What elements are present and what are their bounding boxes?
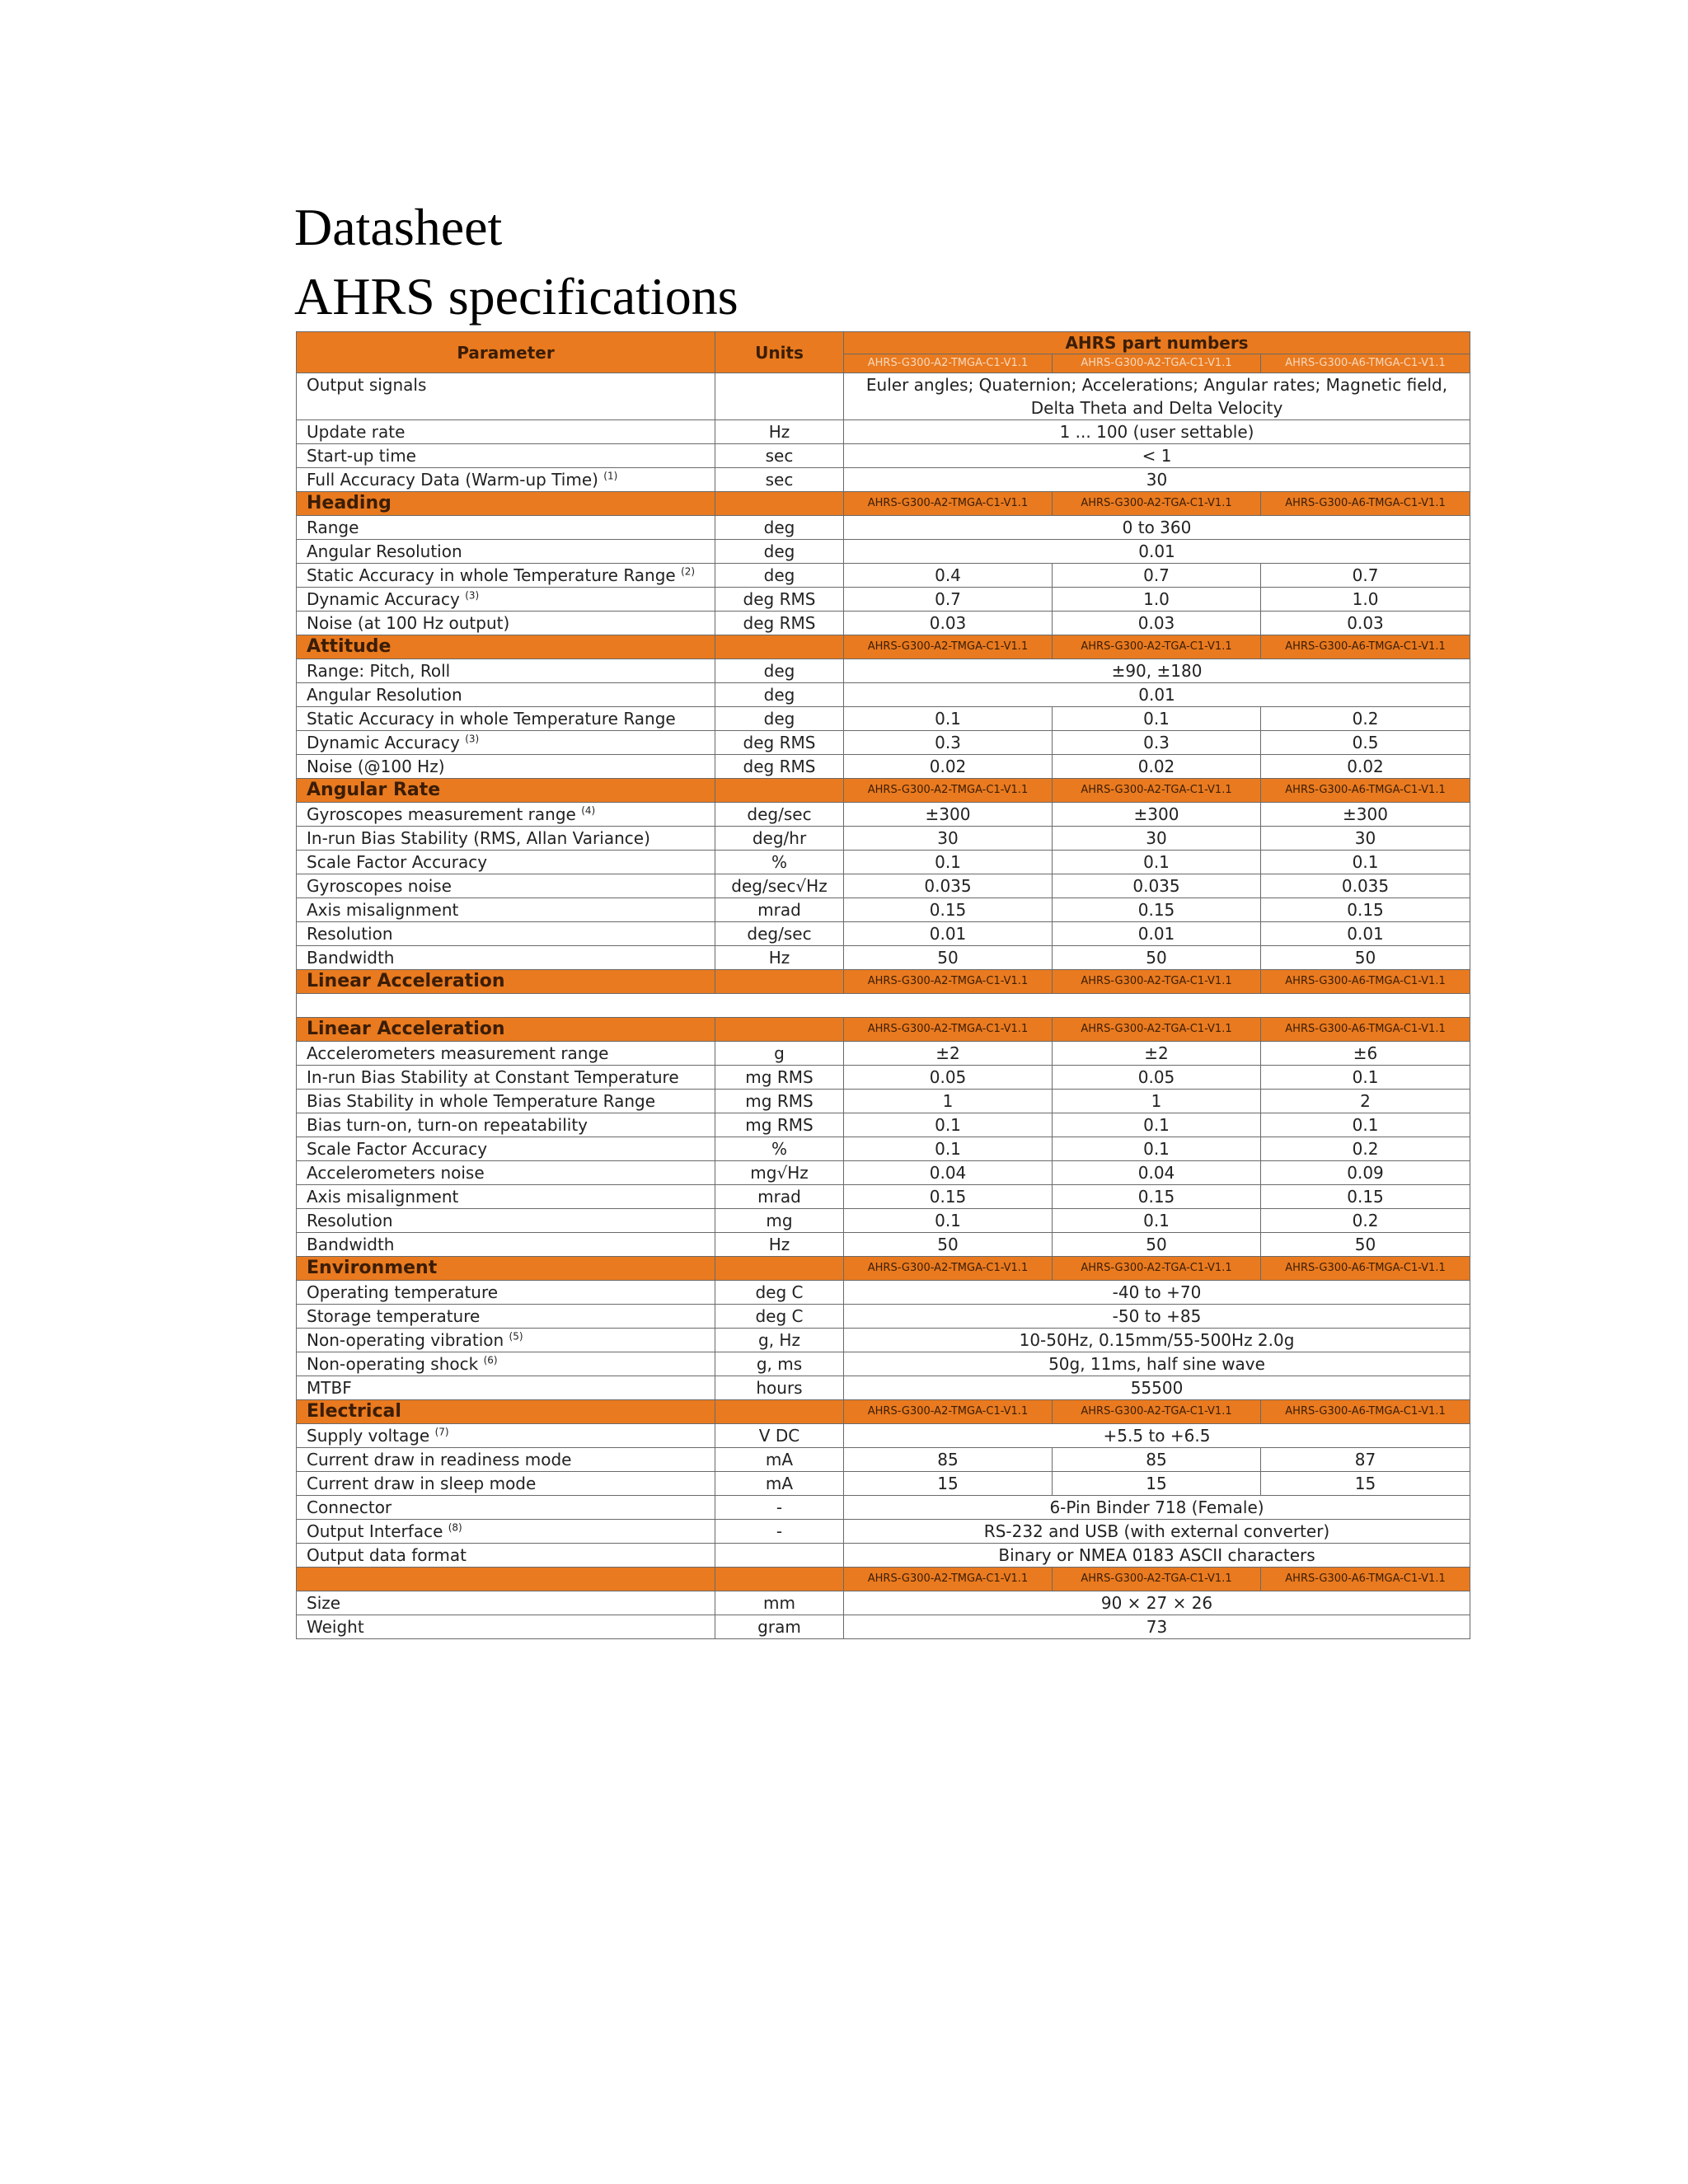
table-row: Update rate Hz 1 ... 100 (user settable) <box>297 420 1470 444</box>
section-environment: Environment AHRS-G300-A2-TMGA-C1-V1.1 AHRS-G300-A2-TGA-C1-V1.1 AHRS-G300-A6-TMGA-C1-V1.1 <box>297 1257 1470 1281</box>
table-row: Weight gram 73 <box>297 1615 1470 1639</box>
page-break-gap <box>297 994 1470 1018</box>
table-row: Size mm 90 × 27 × 26 <box>297 1591 1470 1615</box>
table-row: Start-up time sec < 1 <box>297 444 1470 468</box>
table-row: Axis misalignment mrad 0.15 0.15 0.15 <box>297 1185 1470 1209</box>
table-row: Output Interface $^{(8)}$ - RS-232 and USB (with external converter) <box>297 1520 1470 1544</box>
table-row: Non-operating vibration $^{(5)}$ g, Hz 10-50Hz, 0.15mm/55-500Hz 2.0g <box>297 1329 1470 1352</box>
table-row: Output signals Euler angles; Quaternion; Accelerations; Angular rates; Magnetic field, Delta Theta and Delta Velocity <box>297 373 1470 420</box>
section-linear-acceleration: Linear Acceleration AHRS-G300-A2-TMGA-C1-V1.1 AHRS-G300-A2-TGA-C1-V1.1 AHRS-G300-A6-TMGA-C1-V1.1 <box>297 1018 1470 1042</box>
part-number-1: AHRS-G300-A2-TMGA-C1-V1.1 <box>844 354 1053 373</box>
table-row: Connector - 6-Pin Binder 718 (Female) <box>297 1496 1470 1520</box>
section-heading: Heading AHRS-G300-A2-TMGA-C1-V1.1 AHRS-G300-A2-TGA-C1-V1.1 AHRS-G300-A6-TMGA-C1-V1.1 <box>297 492 1470 516</box>
table-row: Noise (@100 Hz) deg RMS 0.02 0.02 0.02 <box>297 755 1470 779</box>
table-row: Scale Factor Accuracy % 0.1 0.1 0.2 <box>297 1137 1470 1161</box>
table-row: Static Accuracy in whole Temperature Range deg 0.1 0.1 0.2 <box>297 707 1470 731</box>
table-row: Supply voltage $^{(7)}$ V DC +5.5 to +6.5 <box>297 1424 1470 1448</box>
table-row: Full Accuracy Data (Warm-up Time) $^{(1)}$ sec 30 <box>297 468 1470 492</box>
table-row: Bias Stability in whole Temperature Range mg RMS 1 1 2 <box>297 1090 1470 1113</box>
table-row: Axis misalignment mrad 0.15 0.15 0.15 <box>297 898 1470 922</box>
page-title: Datasheet <box>294 198 503 256</box>
table-row: Scale Factor Accuracy % 0.1 0.1 0.1 <box>297 851 1470 874</box>
table-row: Static Accuracy in whole Temperature Range $^{(2)}$ deg 0.4 0.7 0.7 <box>297 564 1470 588</box>
table-row: Gyroscopes measurement range $^{(4)}$ deg/sec ±300 ±300 ±300 <box>297 803 1470 827</box>
section-attitude: Attitude AHRS-G300-A2-TMGA-C1-V1.1 AHRS-G300-A2-TGA-C1-V1.1 AHRS-G300-A6-TMGA-C1-V1.1 <box>297 635 1470 659</box>
table-row: Accelerometers noise mg√Hz 0.04 0.04 0.09 <box>297 1161 1470 1185</box>
table-row: Range: Pitch, Roll deg ±90, ±180 <box>297 659 1470 683</box>
table-row: Current draw in readiness mode mA 85 85 87 <box>297 1448 1470 1472</box>
table-row: Resolution deg/sec 0.01 0.01 0.01 <box>297 922 1470 946</box>
page-subtitle: AHRS specifications <box>294 267 738 326</box>
table-row: Storage temperature deg C -50 to +85 <box>297 1305 1470 1329</box>
table-row: Current draw in sleep mode mA 15 15 15 <box>297 1472 1470 1496</box>
table-row: Bandwidth Hz 50 50 50 <box>297 1233 1470 1257</box>
section-angular-rate: Angular Rate AHRS-G300-A2-TMGA-C1-V1.1 AHRS-G300-A2-TGA-C1-V1.1 AHRS-G300-A6-TMGA-C1-V1.1 <box>297 779 1470 803</box>
part-number-3: AHRS-G300-A6-TMGA-C1-V1.1 <box>1261 354 1470 373</box>
table-row: Bias turn-on, turn-on repeatability mg RMS 0.1 0.1 0.1 <box>297 1113 1470 1137</box>
table-row: Output data format Binary or NMEA 0183 ASCII characters <box>297 1544 1470 1568</box>
section-mechanical: AHRS-G300-A2-TMGA-C1-V1.1 AHRS-G300-A2-TGA-C1-V1.1 AHRS-G300-A6-TMGA-C1-V1.1 <box>297 1568 1470 1591</box>
table-row: Accelerometers measurement range g ±2 ±2 ±6 <box>297 1042 1470 1066</box>
table-row: Operating temperature deg C -40 to +70 <box>297 1281 1470 1305</box>
section-electrical: Electrical AHRS-G300-A2-TMGA-C1-V1.1 AHRS-G300-A2-TGA-C1-V1.1 AHRS-G300-A6-TMGA-C1-V1.1 <box>297 1400 1470 1424</box>
table-row: Dynamic Accuracy $^{(3)}$ deg RMS 0.3 0.3 0.5 <box>297 731 1470 755</box>
table-row: MTBF hours 55500 <box>297 1376 1470 1400</box>
table-row: Gyroscopes noise deg/sec√Hz 0.035 0.035 0.035 <box>297 874 1470 898</box>
table-row: In-run Bias Stability (RMS, Allan Variance) deg/hr 30 30 30 <box>297 827 1470 851</box>
table-row: In-run Bias Stability at Constant Temperature mg RMS 0.05 0.05 0.1 <box>297 1066 1470 1090</box>
header-units: Units <box>715 332 844 373</box>
table-row: Range deg 0 to 360 <box>297 516 1470 540</box>
part-number-2: AHRS-G300-A2-TGA-C1-V1.1 <box>1053 354 1261 373</box>
table-row: Angular Resolution deg 0.01 <box>297 683 1470 707</box>
spec-table <box>296 331 1470 1639</box>
table-row: Bandwidth Hz 50 50 50 <box>297 946 1470 970</box>
section-linear-acceleration-break: Linear Acceleration AHRS-G300-A2-TMGA-C1-V1.1 AHRS-G300-A2-TGA-C1-V1.1 AHRS-G300-A6-TMGA-C1-V1.1 <box>297 970 1470 994</box>
header-part-numbers: AHRS part numbers <box>844 332 1470 354</box>
table-row: Non-operating shock $^{(6)}$ g, ms 50g, 11ms, half sine wave <box>297 1352 1470 1376</box>
table-row: Resolution mg 0.1 0.1 0.2 <box>297 1209 1470 1233</box>
table-row: Noise (at 100 Hz output) deg RMS 0.03 0.03 0.03 <box>297 612 1470 635</box>
table-row: Angular Resolution deg 0.01 <box>297 540 1470 564</box>
table-row: Dynamic Accuracy $^{(3)}$ deg RMS 0.7 1.0 1.0 <box>297 588 1470 612</box>
header-parameter: Parameter <box>297 332 715 373</box>
